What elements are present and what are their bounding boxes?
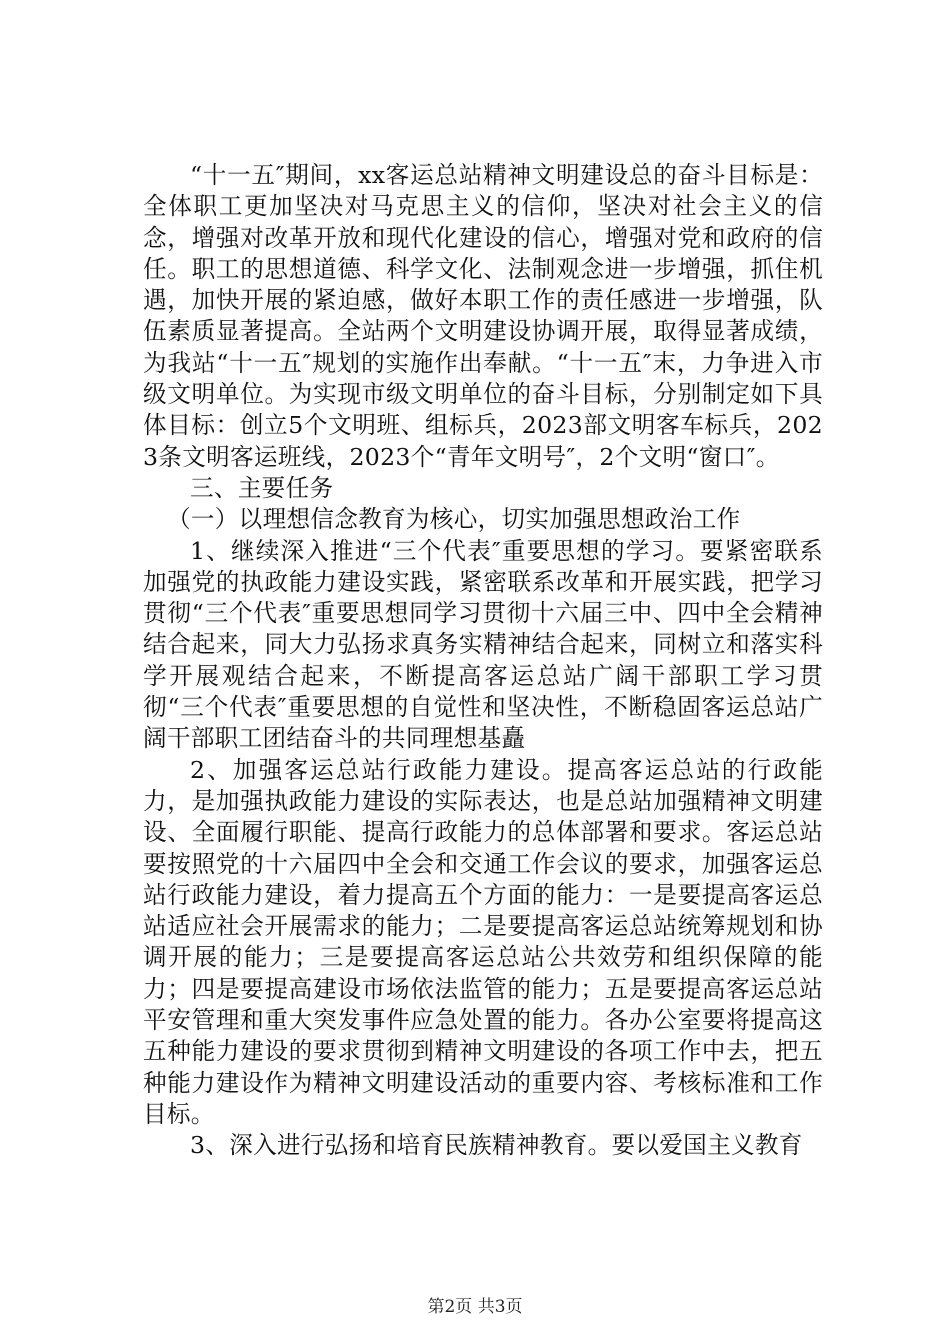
subsection-heading-ideals: （一）以理想信念教育为核心，切实加强思想政治工作 xyxy=(167,505,741,534)
paragraph-item-3: 3、深入进行弘扬和培育民族精神教育。要以爱国主义教育 xyxy=(190,1131,803,1160)
paragraph-item-2: 2、加强客运总站行政能力建设。提高客运总站的行政能力，是加强执政能力建设的实际表达，也是总站加强精神文明建设、全面履行职能、提高行政能力的总体部署和要求。客运总站要按照党的十六届四中全会和交通工作会议的要求，加强客运总站行政能力建设，着力提高五个方面的能力：一是要提高客运总站适应社会开展需求的能力；二是要提高客运总站统筹规划和协调开展的能力；三是要提高客运总站公共效劳和组织保障的能力；四是要提高建设市场依法监管的能力；五是要提高客运总站平安管理和重大突发事件应急处置的能力。各办公室要将提高这五种能力建设的要求贯彻到精神文明建设的各项工作中去，把五种能力建设作为精神文明建设活动的重要内容、考核标准和工作目标。 xyxy=(143,755,823,1128)
page-footer: 第2页 共3页 xyxy=(427,1297,523,1317)
paragraph-goals: “十一五″期间，xx客运总站精神文明建设总的奋斗目标是：全体职工更加坚决对马克思主义的信仰，坚决对社会主义的信念，增强对改革开放和现代化建设的信心，增强对党和政府的信任。职工的思想道德、科学文化、法制观念进一步增强，抓住机遇，加快开展的紧迫感，做好本职工作的责任感进一步增强，队伍素质显著提高。全站两个文明建设协调开展，取得显著成绩，为我站“十一五″规划的实施作出奉献。“十一五″末，力争进入市级文明单位。为实现市级文明单位的奋斗目标，分别制定如下具体目标：创立5个文明班、组标兵，2023部文明客车标兵，2023条文明客运班线，2023个“青年文明号″，2个文明“窗口″。 xyxy=(143,161,823,471)
paragraph-item-1: 1、继续深入推进“三个代表″重要思想的学习。要紧密联系加强党的执政能力建设实践，紧密联系改革和开展实践，把学习贯彻“三个代表″重要思想同学习贯彻十六届三中、四中全会精神结合起来，同大力弘扬求真务实精神结合起来，同树立和落实科学开展观结合起来，不断提高客运总站广阔干部职工学习贯彻“三个代表″重要思想的自觉性和坚决性，不断稳固客运总站广阔干部职工团结奋斗的共同理想基矗 xyxy=(143,536,823,753)
document-body xyxy=(143,160,823,1162)
section-heading-main-tasks: 三、主要任务 xyxy=(190,473,334,502)
